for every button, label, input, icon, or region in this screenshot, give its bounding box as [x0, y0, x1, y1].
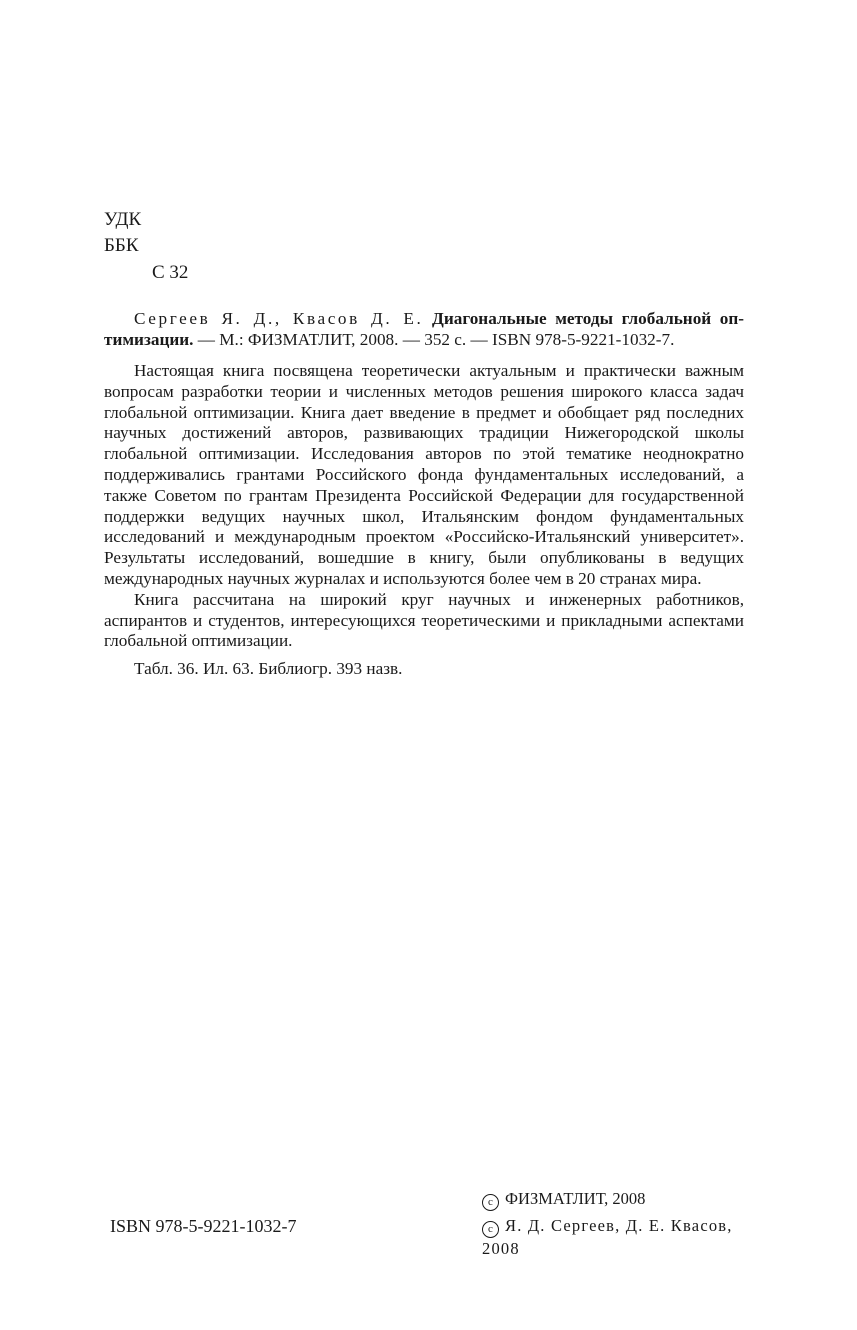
copyright-publisher	[482, 1188, 752, 1211]
publication-details: — М.: ФИЗМАТЛИТ, 2008. — 352 с. — ISBN 978-5-9221-1032-7.	[193, 329, 675, 349]
book-stats: Табл. 36. Ил. 63. Библиогр. 393 назв.	[134, 659, 403, 678]
udk-label: УДК	[104, 209, 142, 230]
bibliographic-record	[104, 309, 744, 351]
copyright-authors-text: Я. Д. Сергеев, Д. Е. Квасов, 2008	[482, 1216, 733, 1258]
annotation-paragraph: Настоящая книга посвящена теоретически актуальным и практически важным вопросам разработки теории и численных методов решения широкого класса задач глобальной оптимизации. Книга дает введение в предмет и обобщает ряд последних научных достижений авторов, развивающих традиции Нижегородской школы глобальной оптимизации. Исследования авторов по этой тематике неоднократно поддерживались грантами Российского фонда фундаментальных исследований, а также Советом по грантам Президента Российской Федерации для государственной поддержки ведущих научных школ, Итальянским фондом фундаментальных исследований и международным проектом «Российско-Итальянский университет». Результаты исследований, вошедшие в книгу, были опубликованы в ведущих международных научных журналах и используются более чем в 20 странах мира.	[104, 361, 744, 588]
annotation	[104, 361, 744, 652]
book-title-part1: Диагональные методы глобальной оп-	[432, 309, 745, 328]
authors: Сергеев Я. Д., Квасов Д. Е.	[134, 309, 424, 328]
copyright-authors	[482, 1215, 752, 1260]
author-code: С 32	[152, 262, 189, 283]
bbk-label: ББК	[104, 235, 139, 256]
annotation-paragraph: Книга рассчитана на широкий круг научных и инженерных работников, аспирантов и студентов, интересующихся теоретическими и прикладными аспектами глобальной оптимизации.	[104, 589, 744, 651]
book-title-part2: тимизации.	[104, 329, 194, 349]
copyright-publisher-text: ФИЗМАТЛИТ, 2008	[505, 1189, 646, 1208]
isbn: ISBN 978-5-9221-1032-7	[110, 1216, 297, 1236]
copyright-icon: c	[482, 1194, 499, 1211]
copyright-icon: c	[482, 1221, 499, 1238]
